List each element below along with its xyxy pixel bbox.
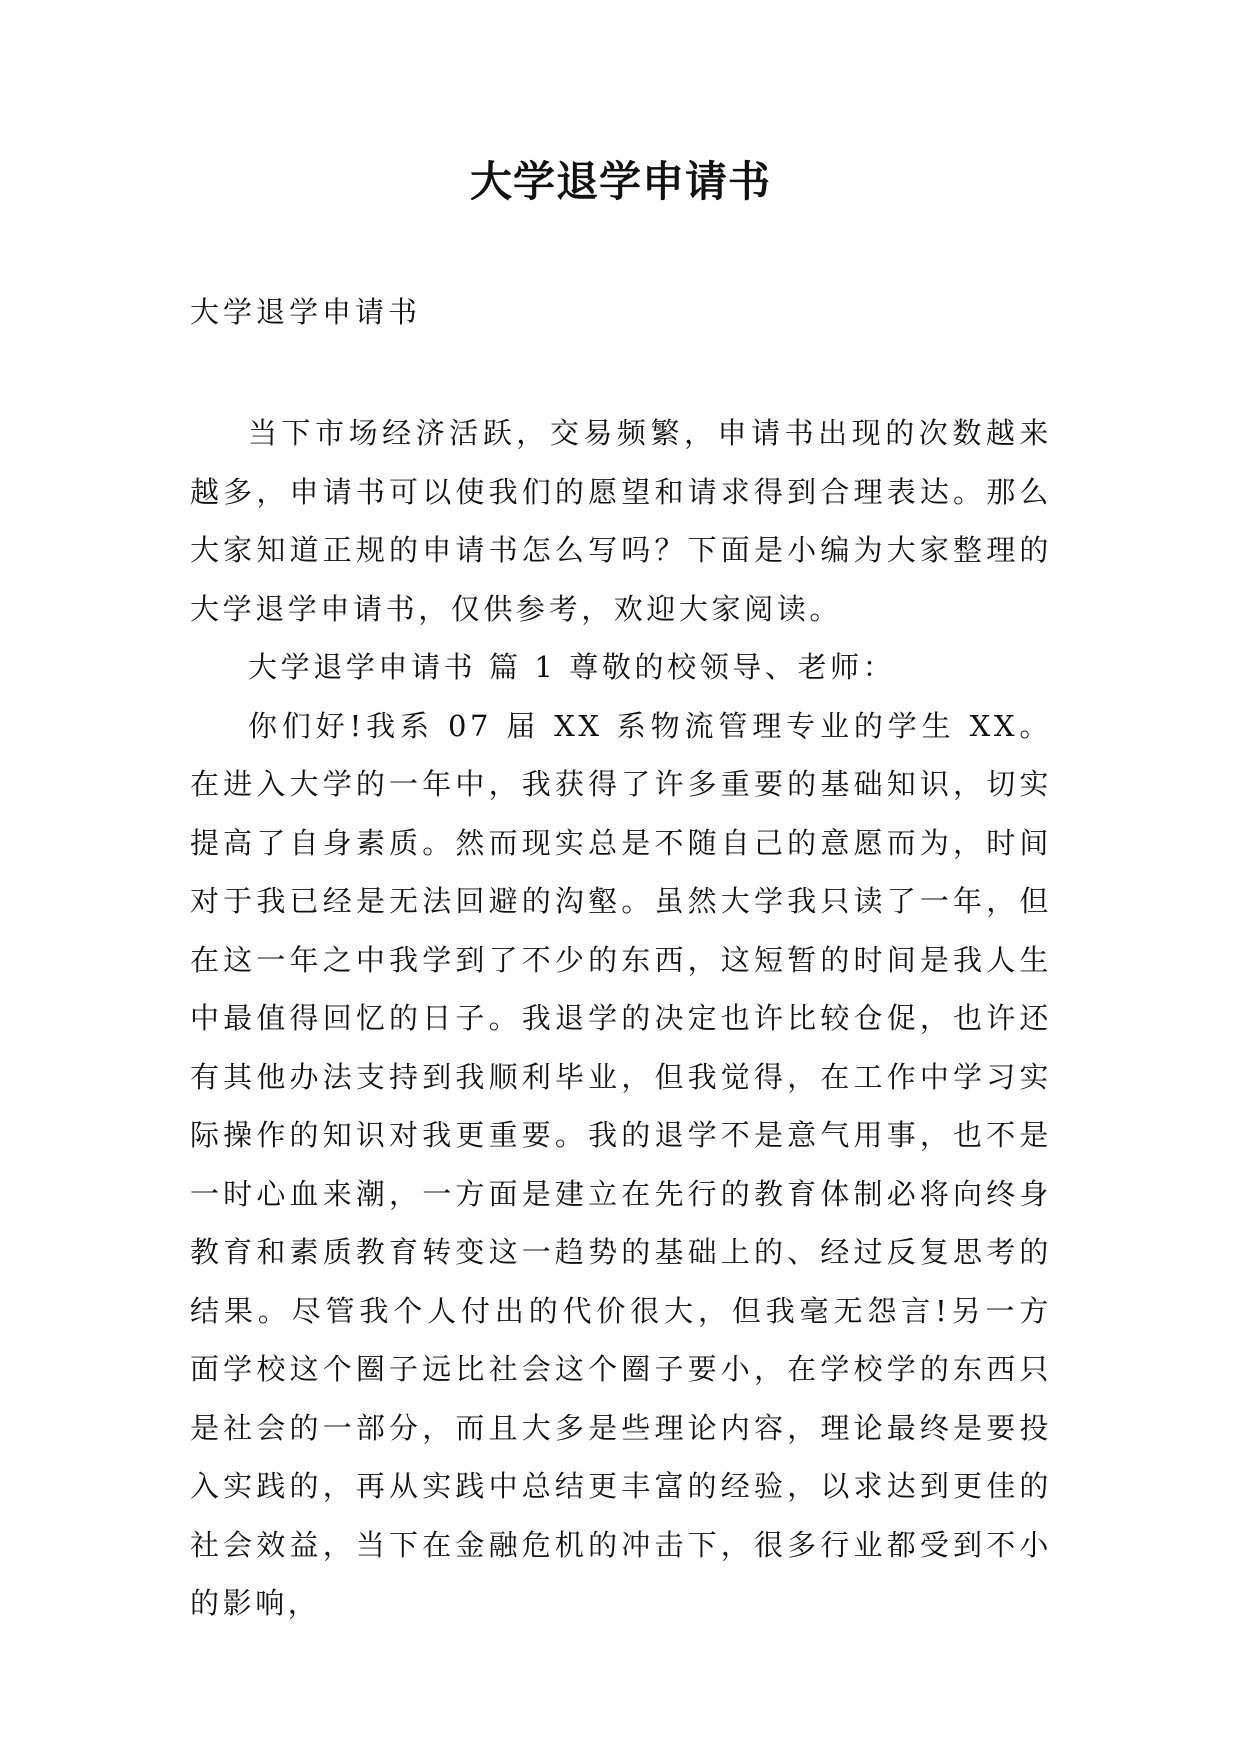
section-heading-paragraph: 大学退学申请书 篇 1 尊敬的校领导、老师： [248, 650, 896, 684]
document-subtitle: 大学退学申请书 [190, 295, 422, 329]
intro-paragraph: 当下市场经济活跃，交易频繁，申请书出现的次数越来越多，申请书可以使我们的愿望和请求得到合理表达。那么大家知道正规的申请书怎么写吗？下面是小编为大家整理的大学退学申请书，仅供参考，欢迎大家阅读。 [190, 416, 1052, 626]
letter-body-paragraph: 你们好!我系 07 届 XX 系物流管理专业的学生 XX。在进入大学的一年中，我获得了许多重要的基础知识，切实提高了自身素质。然而现实总是不随自己的意愿而为，时间对于我已经是无法回避的沟壑。虽然大学我只读了一年，但在这一年之中我学到了不少的东西，这短暂的时间是我人生中最值得回忆的日子。我退学的决定也许比较仓促，也许还有其他办法支持到我顺利毕业，但我觉得，在工作中学习实际操作的知识对我更重要。我的退学不是意气用事，也不是一时心血来潮，一方面是建立在先行的教育体制必将向终身教育和素质教育转变这一趋势的基础上的、经过反复思考的结果。尽管我个人付出的代价很大，但我毫无怨言!另一方面学校这个圈子远比社会这个圈子要小，在学校学的东西只是社会的一部分，而且大多是些理论内容，理论最终是要投入实践的，再从实践中总结更丰富的经验，以求达到更佳的社会效益，当下在金融危机的冲击下，很多行业都受到不小的影响， [190, 708, 1052, 1620]
document-body [190, 404, 1052, 1633]
document-title: 大学退学申请书 [469, 157, 771, 206]
